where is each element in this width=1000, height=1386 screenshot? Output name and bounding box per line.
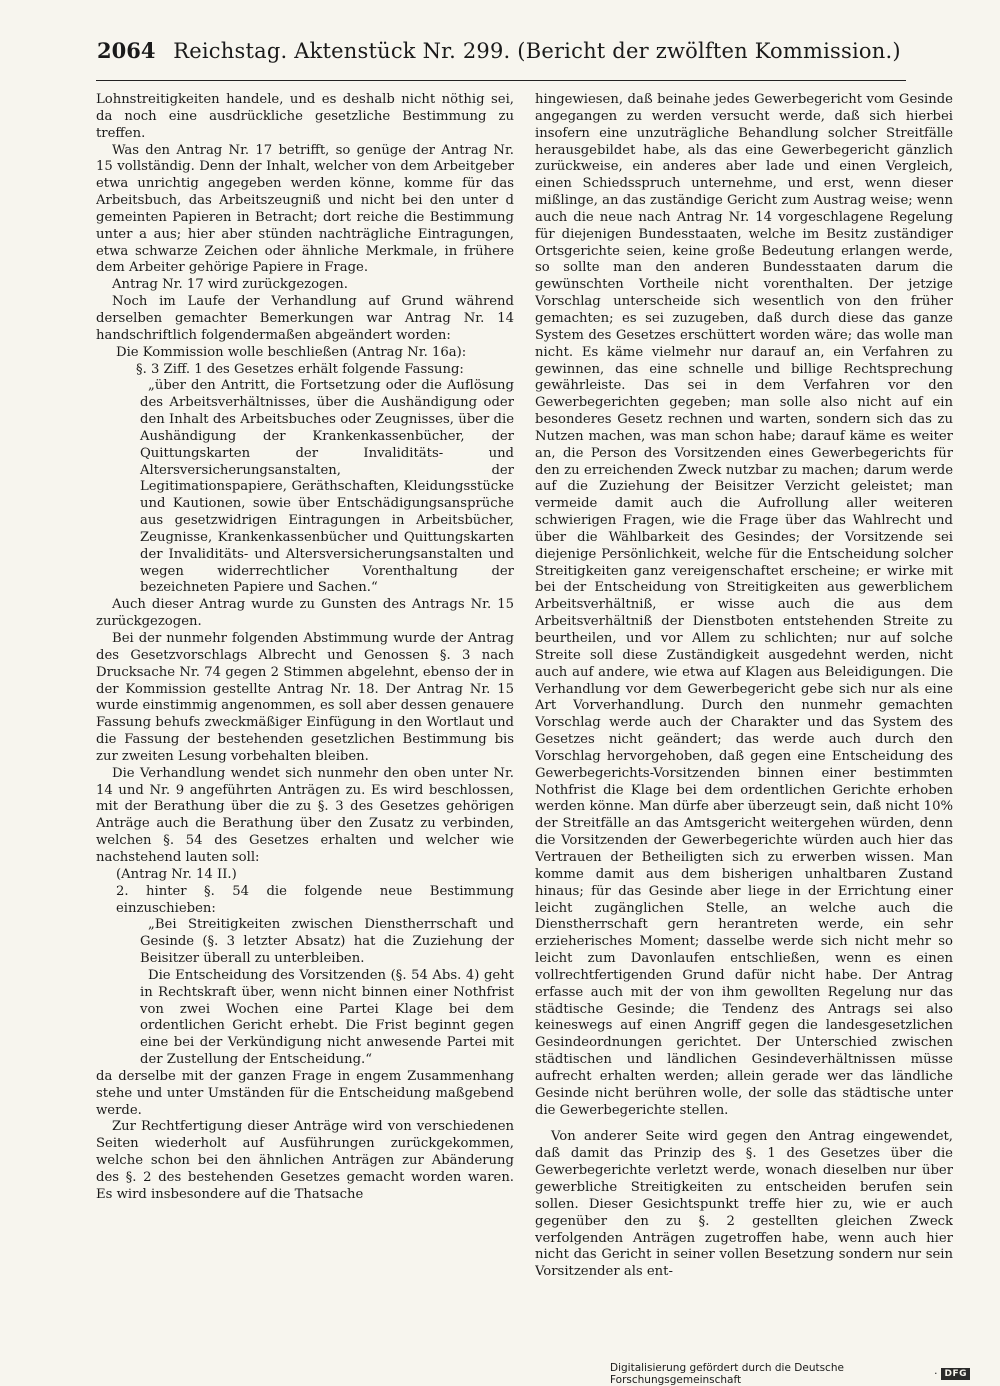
header-rule [96,80,906,81]
paragraph: 2. hinter §. 54 die folgende neue Bestimmung einzuschieben: [116,883,514,916]
paragraph: Zur Rechtfertigung dieser Anträge wird von verschiedenen Seiten wiederholt auf Ausführungen zurückgekommen, welche schon bei den ähnlichen Anträgen zur Abänderung des §. 2 des bestehenden Gesetzes gemacht worden waren. Es wird insbesondere auf die Thatsache [96,1119,514,1202]
page-number: 2064 [97,38,156,63]
paragraph: hingewiesen, daß beinahe jedes Gewerbegericht vom Gesinde angegangen zu werden versucht werde, daß sich hierbei insofern eine unzuträgliche Behandlung solcher Streitfälle herausgebildet habe, als das eine Gewerbegericht gänzlich zurückweise, ein anderes aber lade und einen Vergleich, einen Schiedsspruch unternehme, und erst, wenn dieser mißlinge, an das zuständige Gericht zum Austrag weise; wenn auch die neue nach Antrag Nr. 14 vorgeschlagene Regelung für diejenigen Bundesstaaten, welche im Besitz zuständiger Ortsgerichte seien, keine große Bedeutung erlangen werde, so sollte man den anderen Bundesstaaten darum die gewünschten Vortheile nicht vorenthalten. Der jetzige Vorschlag unterscheide sich wesentlich von den früher gemachten; es sei zuzugeben, daß durch diese das ganze System des Gesetzes erschüttert worden wäre; das wolle man nicht. Es käme vielmehr nur darauf an, ein Verfahren zu gewinnen, das eine schnelle und billige Rechtsprechung gewährleiste. Das sei in dem Verfahren vor den Gewerbegerichten gegeben; man solle also nicht auf ein besonderes Gesetz rechnen und warten, sondern sich das zu Nutzen machen, was man schon habe; darauf käme es weiter an, die Person des Vorsitzenden eines Gewerbegerichts für den zu erreichenden Zweck nutzbar zu machen; darum werde auf die Zuziehung der Beisitzer Verzicht geleistet; man vermeide damit auch die Aufrollung aller weiteren schwierigen Fragen, wie die Frage über das Wahlrecht und über die Wählbarkeit des Gesindes; der Vorsitzende sei diejenige Persönlichkeit, welche für die Entscheidung solcher Streitigkeiten ganz vereigenschaftet erscheine; er wirke mit bei der Entscheidung von Streitigkeiten aus gewerblichem Arbeitsverhältniß, er wisse auch die aus dem Arbeitsverhältniß der Dienstboten entstehenden Streite zu beurtheilen, und vor Allem zu schlichten; nur auf solche Streite soll diese Zuständigkeit ausgedehnt werden, nicht auch auf andere, wie etwa auf Klagen aus Beleidigungen. Die Verhandlung vor dem Gewerbegericht gebe sich nur als eine Art Vorverhandlung. Durch den nunmehr gemachten Vorschlag werde auch der Charakter und das System des Gesetzes nicht geändert; das werde auch durch den Vorschlag hervorgehoben, daß gegen eine Entscheidung des Gewerbegerichts-Vorsitzenden binnen einer bestimmten Nothfrist die Klage bei dem ordentlichen Gerichte erhoben werden könne. Man dürfe aber überzeugt sein, daß nicht 10% der Streitfälle an das Amtsgericht weitergehen würden, denn die Vorsitzenden der Gewerbegerichte würden auch hier das Vertrauen der Betheiligten sich zu erwerben wissen. Man komme damit aus dem bisherigen unhaltbaren Zustand hinaus; für das Gesinde aber liege in der Errichtung einer leicht zugänglichen Stelle, an welche auch die Dienstherrschaft gern herantreten werde, ein sehr erzieherisches Moment; dasselbe werde sich nicht mehr so leicht zum Davonlaufen entschließen, wenn es einen vollrechtfertigenden Grund dafür nicht habe. Der Antrag erfasse auch mit der von ihm gewollten Regelung nur das städtische Gesinde; die Tendenz des Antrags sei also keineswegs auf einen Angriff gegen die landesgesetzlichen Gesindeordnungen gerichtet. Der Unterschied zwischen städtischen und ländlichen Gesindeverhältnissen müsse aufrecht erhalten werden; allein gerade wer das ländliche Gesinde nicht berühren wolle, der solle das städtische unter die Gewerbegerichte stellen. [535,92,953,1118]
left-column [96,92,514,1292]
paragraph: Bei der nunmehr folgenden Abstimmung wurde der Antrag des Gesetzvorschlags Albrecht und Genossen §. 3 nach Drucksache Nr. 74 gegen 2 Stimmen abgelehnt, ebenso der in der Kommission gestellte Antrag Nr. 18. Der Antrag Nr. 15 wurde einstimmig angenommen, es soll aber dessen genauere Fassung behufs zweckmäßiger Einfügung in den Wortlaut und die Fassung der bestehenden gesetzlichen Bestimmung bis zur zweiten Lesung vorbehalten bleiben. [96,631,514,764]
paragraph: Die Kommission wolle beschließen (Antrag Nr. 16a): [116,344,467,360]
right-column [535,92,953,1292]
paragraph: „über den Antritt, die Fortsetzung oder die Auflösung des Arbeitsverhältnisses, über die Aushändigung oder den Inhalt des Arbeitsbuches oder Zeugnisses, über die Aushändigung der Krankenkassenbücher, der Quittungskarten der Invaliditäts- und Altersversicherungsanstalten, der Legitimationspapiere, Geräthschaften, Kleidungsstücke und Kautionen, sowie über Entschädigungsansprüche aus gesetzwidrigen Eintragungen in Arbeitsbücher, Zeugnisse, Krankenkassenbücher und Quittungskarten der Invaliditäts- und Altersversicherungsanstalten und wegen widerrechtlicher Vorenthaltung der bezeichneten Papiere und Sachen.“ [140,378,514,596]
paragraph: Was den Antrag Nr. 17 betrifft, so genüge der Antrag Nr. 15 vollständig. Denn der Inhalt, welcher von dem Arbeitgeber etwa unrichtig angegeben werden könne, komme für das Arbeitsbuch, das Arbeitszeugniß und nicht bei den unter d gemeinten Papieren in Betracht; dort reiche die Bestimmung unter a aus; hier aber stünden nachträgliche Eintragungen, etwa schwarze Zeichen oder ähnliche Merkmale, in frühere dem Arbeiter gehörige Papiere in Frage. [96,142,514,276]
paragraph: Die Verhandlung wendet sich nunmehr den oben unter Nr. 14 und Nr. 9 angeführten Anträgen zu. Es wird beschlossen, mit der Berathung über die zu §. 3 des Gesetzes gehörigen Anträge auch die Berathung über den Zusatz zu verbinden, welchen §. 54 des Gesetzes erhalten und welcher wie nachstehend lauten soll: [96,765,514,865]
paragraph: Die Entscheidung des Vorsitzenden (§. 54 Abs. 4) geht in Rechtskraft über, wenn nicht binnen einer Nothfrist von zwei Wochen eine Partei Klage bei dem ordentlichen Gericht erhebt. Die Frist beginnt gegen eine bei der Verkündigung nicht anwesende Partei mit der Zustellung der Entscheidung.“ [140,967,514,1068]
paragraph: da derselbe mit der ganzen Frage in engem Zusammenhang stehe und unter Umständen für die Entscheidung maßgebend werde. [96,1068,514,1118]
running-title: Reichstag. Aktenstück Nr. 299. (Bericht der zwölften Kommission.) [173,39,901,63]
paragraph: (Antrag Nr. 14 II.) [116,866,237,882]
funding-note: Digitalisierung gefördert durch die Deutsche Forschungsgemeinschaft [610,1362,844,1386]
paragraph: „Bei Streitigkeiten zwischen Dienstherrschaft und Gesinde (§. 3 letzter Absatz) hat die Zuziehung der Beisitzer überall zu unterbleiben. [140,917,514,967]
paragraph: Antrag Nr. 17 wird zurückgezogen. [112,277,348,293]
page-header [97,38,907,72]
paragraph: Noch im Laufe der Verhandlung auf Grund während derselben gemachter Bemerkungen war Antrag Nr. 14 handschriftlich folgendermaßen abgeändert worden: [96,294,514,343]
paragraph: Auch dieser Antrag wurde zu Gunsten des Antrags Nr. 15 zurückgezogen. [96,597,514,630]
paragraph: §. 3 Ziff. 1 des Gesetzes erhält folgende Fassung: [136,361,464,377]
paragraph: Lohnstreitigkeiten handele, und es deshalb nicht nöthig sei, da noch eine ausdrückliche gesetzliche Bestimmung zu treffen. [96,92,514,141]
dfg-logo-icon: DFG [941,1368,970,1380]
paragraph: Von anderer Seite wird gegen den Antrag eingewendet, daß damit das Prinzip des §. 1 des Gesetzes über die Gewerbegerichte verletzt werde, wonach dieselben nur über gewerbliche Streitigkeiten zu entscheiden berufen sein sollen. Dieser Gesichtspunkt treffe hier zu, wie er auch gegenüber den zu §. 2 gestellten gleichen Zweck verfolgenden Anträgen zugetroffen habe, wenn auch hier nicht das Gericht in seiner vollen Besetzung sondern nur sein Vorsitzender als ent- [535,1129,953,1280]
funding-footer: Digitalisierung gefördert durch die Deutsche Forschungsgemeinschaft · DFG [610,1362,970,1386]
